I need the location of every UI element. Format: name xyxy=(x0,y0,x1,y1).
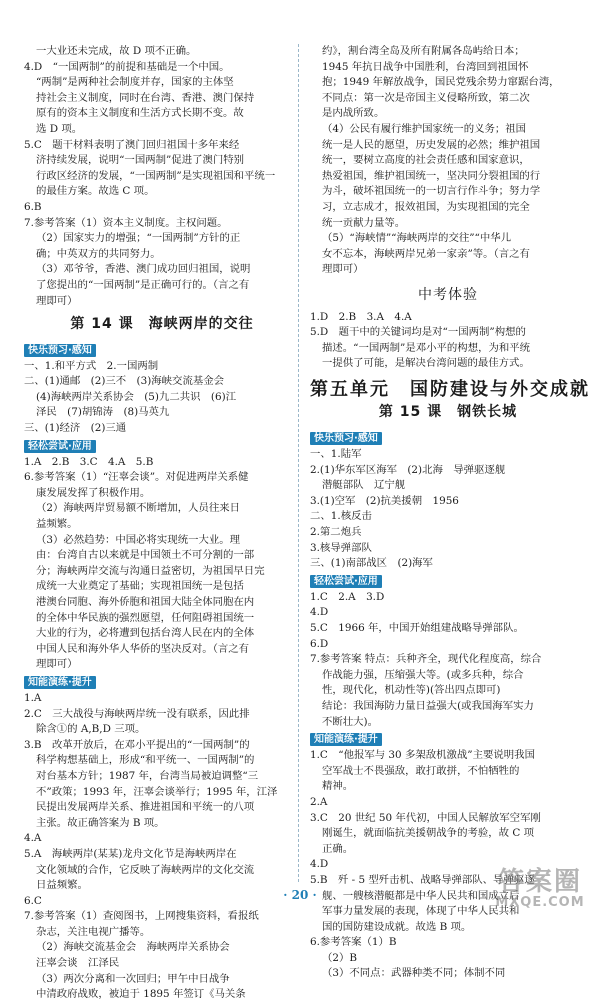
answer-line: 舰、一艘核潜艇都是中华人民共和国成立后 xyxy=(322,889,520,902)
answer-line: 习，立志成才，报效祖国，为实现祖国的完全 xyxy=(322,200,530,213)
answer-line: 了您提出的“一国两制”是正确可行的。（言之有 xyxy=(36,278,250,291)
answer-line: 5.B 歼 - 5 型歼击机、战略导弹部队、导弹驱逐 xyxy=(310,873,535,886)
answer-line: 描述。“一国两制”是邓小平的构想，为和平统 xyxy=(322,341,531,354)
answer-line: 1.C “他报军与 30 多架敌机激战”主要说明我国 xyxy=(310,749,535,762)
page-number: · 20 · xyxy=(283,888,317,902)
answer-line: 对台基本方针；1987 年，台湾当局被迫调整“三 xyxy=(36,769,259,782)
lesson15-drill-answers xyxy=(310,748,586,982)
answer-line: 统一，要树立高度的社会责任感和国家意识， xyxy=(322,154,530,167)
answer-line: 6.C xyxy=(24,894,42,907)
answer-line: 7.参考答案 特点：兵种齐全，现代化程度高，综合 xyxy=(310,653,542,666)
answer-line: 由：台湾自古以来就是中国领土不可分割的一部 xyxy=(36,549,255,562)
answer-line: 分；海峡两岸交流与沟通日益密切，为祖国早日完 xyxy=(36,564,265,577)
answer-line: 三、(1)南部战区 (2)海军 xyxy=(310,557,433,570)
column-divider xyxy=(298,44,299,882)
answer-line: 精神。 xyxy=(322,780,354,793)
answer-line: 康发展发挥了积极作用。 xyxy=(36,486,151,499)
answer-line: 日益频繁。 xyxy=(36,879,88,892)
answer-line: 选 D 项。 xyxy=(36,122,83,135)
section-drill-14: 知能演练·提升 xyxy=(24,676,96,689)
answer-line: 国的国防建设成就。故选 B 项。 xyxy=(322,920,472,933)
answer-line: 2.(1)华东军区海军 (2)北海 导弹驱逐舰 xyxy=(310,463,506,476)
answer-line: 抱；1949 年解放战争，国民党残余势力窜踞台湾， xyxy=(322,76,560,89)
answer-line: 除含①的 A,B,D 三项。 xyxy=(36,723,146,736)
answer-line: 4.D “一国两制”的前提和基础是一个中国。 xyxy=(24,60,230,73)
answer-line: 潜艇部队 辽宁舰 xyxy=(322,479,406,492)
lesson14-try-answers xyxy=(24,455,300,673)
answer-line: 4.D xyxy=(310,606,329,619)
answer-line: (4)海峡两岸关系协会 (5)九二共识 (6)江 xyxy=(36,390,237,403)
answer-line: 杂志，关注电视广播等。 xyxy=(36,925,151,938)
answer-line: 汪辜会谈 江泽民 xyxy=(36,957,120,970)
answer-line: 5.C 题干材料表明了澳门回归祖国十多年来经 xyxy=(24,138,240,151)
right-top-answers xyxy=(310,44,586,278)
answer-line: 不同点：第一次是帝国主义侵略所致，第二次 xyxy=(322,91,530,104)
answer-line: 济持续发展，说明“一国两制”促进了澳门特别 xyxy=(36,154,245,167)
answer-line: “两制”是两种社会制度并存，国家的主体坚 xyxy=(36,76,234,89)
answer-line: （2）海峡两岸贸易额不断增加，人员往来日 xyxy=(36,502,241,515)
answer-line: 二、1.核反击 xyxy=(310,510,372,523)
answer-line: 二、(1)通邮 (2)三不 (3)海峡交流基金会 xyxy=(24,375,225,388)
answer-line: （2）国家实力的增强；“一国两制”方针的正 xyxy=(36,232,241,245)
section-try-14: 轻松尝试·应用 xyxy=(24,440,96,453)
answer-line: 5.C 1966 年，中国开始组建战略导弹部队。 xyxy=(310,622,524,634)
answer-line: 1.A xyxy=(24,691,42,704)
answer-line: 1.A 2.B 3.C 4.A 5.B xyxy=(24,455,154,468)
answer-line: 作战能力强，压缩强大等。(或多兵种，综合 xyxy=(322,668,524,681)
answer-line: 7.参考答案（1）查阅图书，上网搜集资料，看报纸 xyxy=(24,910,259,923)
lesson14-drill-answers xyxy=(24,691,300,1003)
answer-line: （5）“海峡情”“海峡两岸的交往”“中华儿 xyxy=(322,232,512,245)
answer-line: 5.A 海峡两岸(某某)龙舟文化节是海峡两岸在 xyxy=(24,847,237,860)
lesson15-title: 第 15 课 钢铁长城 xyxy=(378,404,518,421)
answer-line: （3）两次分离和一次回归；甲午中日战争 xyxy=(36,972,230,985)
lesson14-title: 第 14 课 海峡两岸的交往 xyxy=(70,316,254,333)
section-preview-14: 快乐预习·感知 xyxy=(24,344,96,357)
left-column xyxy=(24,44,300,1003)
lesson15-try-answers xyxy=(310,590,586,730)
section-try-15: 轻松尝试·应用 xyxy=(310,575,382,588)
answer-line: 原有的资本主义制度和生活方式长期不变。故 xyxy=(36,107,244,120)
answer-line: 持社会主义制度，同时在台湾、香港、澳门保持 xyxy=(36,91,255,104)
answer-line: 统一贡献力量等。 xyxy=(322,216,406,229)
answer-line: 理即可） xyxy=(36,294,78,307)
answer-line: 4.D xyxy=(310,858,329,871)
answer-line: 三、(1)经济 (2)三通 xyxy=(24,422,127,435)
answer-line: （2）海峡交流基金会 海峡两岸关系协会 xyxy=(36,941,230,954)
answer-line: 女不忘本，海峡两岸兄弟一家亲”等。（言之有 xyxy=(322,247,530,260)
answer-line: 中清政府战败，被迫于 1895 年签订《马关条 xyxy=(36,988,246,1001)
unit5-title: 第五单元 国防建设与外交成就 xyxy=(310,378,590,400)
answer-line: （4）公民有履行维护国家统一的义务；祖国 xyxy=(322,122,527,135)
answer-line: 正确。 xyxy=(322,842,354,855)
answer-line: 为斗，破坏祖国统一的一切言行作斗争；努力学 xyxy=(322,185,541,198)
answer-line: 空军战士不畏强敌，敢打敢拼，不怕牺牲的 xyxy=(322,764,520,777)
answer-line: 3.B 改革开放后，在邓小平提出的“一国两制”的 xyxy=(24,738,250,751)
answer-line: 刚诞生，就面临抗美援朝战争的考验，故 C 项 xyxy=(322,827,534,840)
answer-line: 2.A xyxy=(310,795,328,808)
answer-line: 结论：我国海防力量日益强大(或我国海军实力 xyxy=(322,699,534,712)
lesson14-preview-answers xyxy=(24,359,300,437)
answer-line: 民提出发展两岸关系、推进祖国和平统一的八项 xyxy=(36,801,255,814)
answer-line: 军事力量发展的表现，体现了中华人民共和 xyxy=(322,905,520,918)
section-preview-15: 快乐预习·感知 xyxy=(310,432,382,445)
answer-line: 5.D 题干中的关键词均是对“一国两制”构想的 xyxy=(310,326,526,339)
answer-line: 成统一大业奠定了基础；实现祖国统一是包括 xyxy=(36,580,244,593)
answer-line: 一、1.和平方式 2.一国两制 xyxy=(24,359,159,372)
answer-line: 一、1.陆军 xyxy=(310,448,362,461)
answer-line: 的全体中华民族的强烈愿望，任何阻碍祖国统一 xyxy=(36,611,255,624)
answer-line: 文化领域的合作，它反映了海峡两岸的文化交流 xyxy=(36,863,255,876)
answer-line: 2.C 三大战役与海峡两岸统一没有联系，因此排 xyxy=(24,707,250,720)
answer-line: 泽民 (7)胡锦涛 (8)马英九 xyxy=(36,406,170,419)
answer-line: 主张。故正确答案为 B 项。 xyxy=(36,816,165,829)
answer-line: 6.D xyxy=(310,637,329,650)
answer-line: 6.B xyxy=(24,200,42,213)
answer-line: 1.D 2.B 3.A 4.A xyxy=(310,310,412,323)
answer-line: 的最佳方案。故选 C 项。 xyxy=(36,185,155,198)
answer-line: 不”政策；1993 年，汪辜会谈举行；1995 年，江泽 xyxy=(36,785,278,798)
watermark-logo xyxy=(486,868,594,914)
answer-line: 不断壮大)。 xyxy=(322,715,379,728)
answer-line: 2.第二炮兵 xyxy=(310,526,362,539)
answer-line: 一大业还未完成，故 D 项不正确。 xyxy=(36,45,197,57)
answer-line: 港澳台同胞、海外侨胞和祖国大陆全体同胞在内 xyxy=(36,596,255,608)
answer-line: 大业的行为，必将遭到包括台湾人民在内的全体 xyxy=(36,627,255,640)
answer-line: 行政区经济的发展，“一国两制”是实现祖国和平统一 xyxy=(36,169,276,182)
answer-line: 统一是人民的愿望，历史发展的必然；维护祖国 xyxy=(322,138,541,151)
answer-line: （3）必然趋势：中国必将实现统一大业。理 xyxy=(36,533,241,546)
answer-line: 中国人民和海外华人华侨的坚决反对。（言之有 xyxy=(36,642,250,655)
answer-line: （3）不同点：武器种类不同；体制不同 xyxy=(322,967,506,980)
answer-line: 是内战所致。 xyxy=(322,107,385,120)
answer-line: 约》，割台湾全岛及所有附属各岛屿给日本； xyxy=(322,45,525,57)
lesson15-preview-answers xyxy=(310,447,586,572)
section-drill-15: 知能演练·提升 xyxy=(310,733,382,746)
answer-line: 性，现代化，机动性等)(答出四点即可) xyxy=(322,684,501,697)
answer-line: 科学构想基础上，形成“和平统一、一国两制”的 xyxy=(36,754,255,767)
answer-line: （2）B xyxy=(322,951,358,964)
answer-line: 4.A xyxy=(24,832,42,845)
answer-line: 一提供了可能，是解决台湾问题的最佳方式。 xyxy=(322,357,530,370)
answer-line: 3.C 20 世纪 50 年代初，中国人民解放军空军刚 xyxy=(310,811,541,824)
answer-line: 6.参考答案（1）B xyxy=(310,936,397,949)
answer-line: 益频繁。 xyxy=(36,518,78,531)
exam-answers xyxy=(310,310,586,372)
answer-line: 热爱祖国，维护祖国统一，坚决同分裂祖国的行 xyxy=(322,169,541,182)
watermark-line2: MXQE.COM xyxy=(495,895,585,910)
answer-line: 3.核导弹部队 xyxy=(310,541,372,554)
answer-line: 确；中英双方的共同努力。 xyxy=(36,247,161,260)
answer-line: （3）邓爷爷，香港、澳门成功回归祖国，说明 xyxy=(36,263,251,276)
answer-line: 3.(1)空军 (2)抗美援朝 1956 xyxy=(310,494,459,507)
answer-line: 1.C 2.A 3.D xyxy=(310,590,385,603)
left-top-answers xyxy=(24,44,300,309)
answer-line: 6.参考答案（1）“汪辜会谈”。对促进两岸关系健 xyxy=(24,471,249,484)
answer-line: 1945 年抗日战争中国胜利，台湾回到祖国怀 xyxy=(322,60,529,73)
answer-line: 理即可） xyxy=(322,263,364,276)
answer-line: 7.参考答案（1）资本主义制度。主权问题。 xyxy=(24,216,228,229)
watermark-line1: 答案圈 xyxy=(497,867,582,897)
right-column xyxy=(310,44,590,982)
exam-experience-title: 中考体验 xyxy=(418,286,478,303)
answer-line: 理即可） xyxy=(36,658,78,671)
